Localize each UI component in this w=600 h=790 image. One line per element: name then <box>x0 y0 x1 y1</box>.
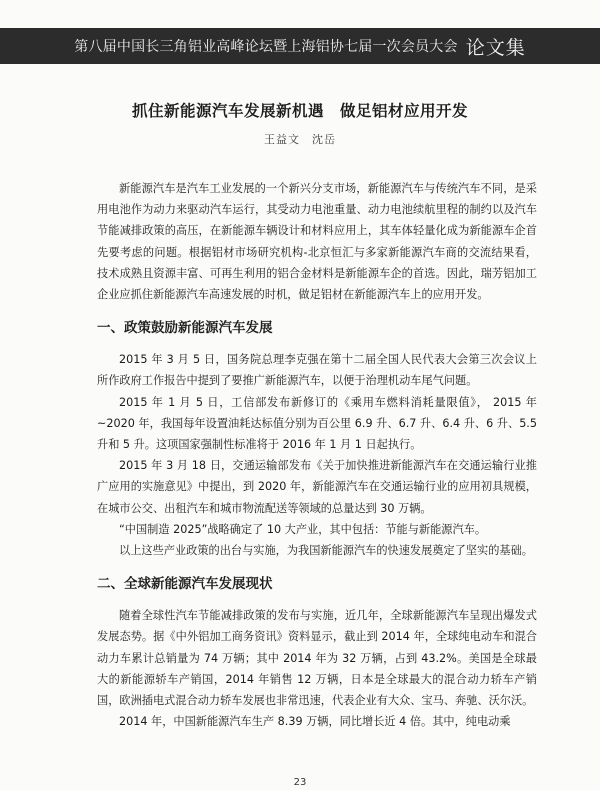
proceedings-tag: 论文集 <box>465 36 526 59</box>
intro-paragraph: 新能源汽车是汽车工业发展的一个新兴分支市场，新能源汽车与传统汽车不同，是采用电池作为动力来驱动汽车运行，其受动力电池重量、动力电池续航里程的制约以及汽车节能减排政策的高压，在新能源车辆设计和材料应用上，其车体轻量化成为新能源车企首先要考虑的问题。根据铝材市场研究机构-北京恒汇与多家新能源汽车商的交流结果看，技术成熟且资源丰富、可再生利用的铝合金材料是新能源车企的首选。因此，瑞芳铝加工企业应抓住新能源汽车高速发展的时机，做足铝材在新能源汽车上的应用开发。 <box>97 182 537 302</box>
page-number: 23 <box>293 777 307 788</box>
paragraph: 2015 年 1 月 5 日，工信部发布新修订的《乘用车燃料消耗量限值》， 2015 年~2020 年，我国每年设置油耗达标值分别为百公里 6.9 升、6.7 升、6.4 升、6 升、5.5 升和 5 升。这项国家强制性标准将于 2016 年 1 月 1 日起执行。 <box>97 395 537 452</box>
article-body <box>97 178 537 732</box>
paragraph: 2014 年，中国新能源汽车生产 8.39 万辆，同比增长近 4 倍。其中，纯电动乘 <box>119 715 511 729</box>
section-heading-policy: 一、政策鼓励新能源汽车发展 <box>97 320 273 337</box>
section-heading-global-status: 二、全球新能源汽车发展现状 <box>97 576 273 593</box>
paragraph: 2015 年 3 月 5 日，国务院总理李克强在第十二届全国人民代表大会第三次会议上所作政府工作报告中提到了要推广新能源汽车，以便于治理机动车尾气问题。 <box>97 353 537 388</box>
article-authors: 王益文 沈岳 <box>264 133 336 146</box>
paragraph: 随着全球性汽车节能减排政策的发布与实施，近几年，全球新能源汽车呈现出爆发式发展态势。据《中外铝加工商务资讯》资料显示，截止到 2014 年，全球纯电动车和混合动力车累计总销量为 74 万辆；其中 2014 年为 32 万辆，占到 43.2%。美国是全球最大的新能源轿车产销国，2014 年销售 12 万辆，日本是全球最大的混合动力轿车产销国，欧洲插电式混合动力轿车发展也非常迅速，代表企业有大众、宝马、奔驰、沃尔沃。 <box>97 609 537 708</box>
paragraph: 以上这些产业政策的出台与实施，为我国新能源汽车的快速发展奠定了坚实的基础。 <box>119 544 533 558</box>
paragraph: 2015 年 3 月 18 日，交通运输部发布《关于加快推进新能源汽车在交通运输行业推广应用的实施意见》中提出，到 2020 年，新能源汽车在交通运输行业的应用初具规模，在城市公交、出租汽车和城市物流配送等领域的总量达到 30 万辆。 <box>97 459 537 515</box>
proceedings-header-banner <box>0 28 600 64</box>
paragraph: “中国制造 2025”战略确定了 10 大产业，其中包括：节能与新能源汽车。 <box>119 522 487 536</box>
article-title: 抓住新能源汽车发展新机遇 做足铝材应用开发 <box>131 102 468 120</box>
conference-series-title: 第八届中国长三角铝业高峰论坛暨上海铝协七届一次会员大会 <box>74 39 458 55</box>
